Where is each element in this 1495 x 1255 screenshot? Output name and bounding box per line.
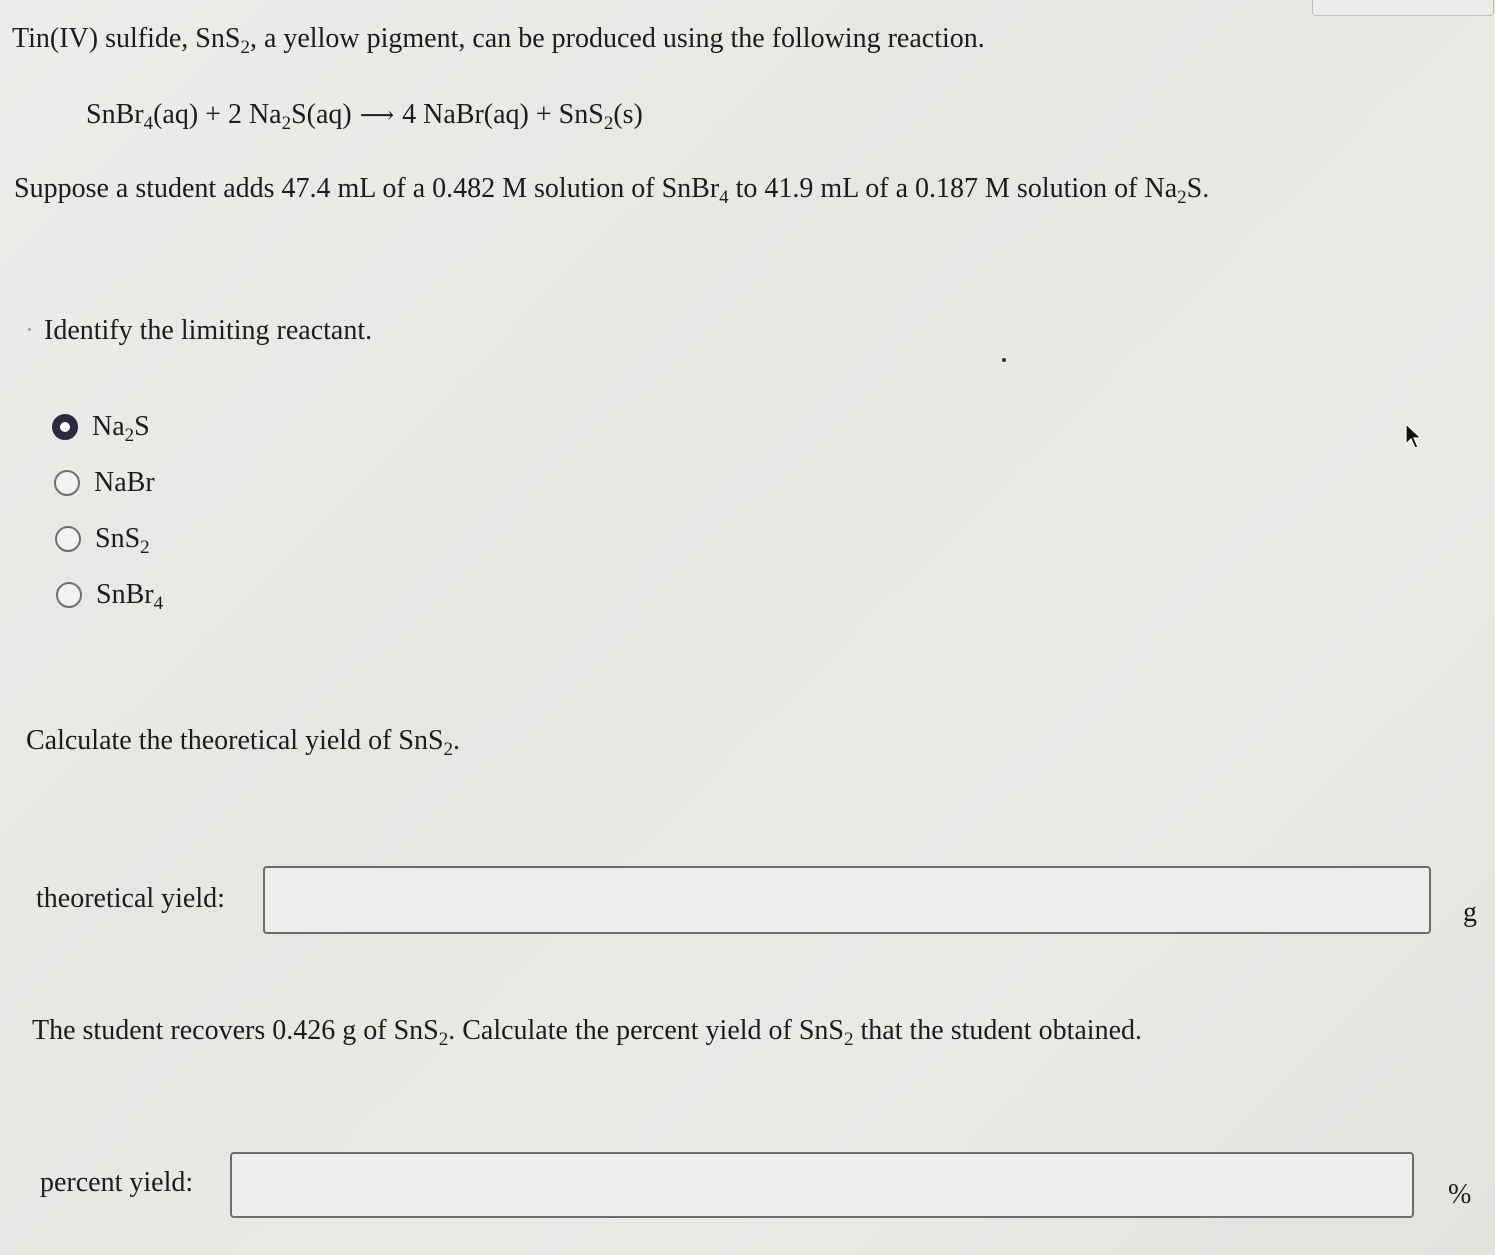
unit-percent: %	[1448, 1179, 1472, 1210]
option-nabr[interactable]	[54, 466, 155, 500]
reaction-arrow-icon: ⟶	[359, 103, 395, 129]
radio-icon[interactable]	[54, 470, 80, 496]
unit-grams: g	[1463, 897, 1477, 928]
option-label: SnBr$_4$	[96, 579, 164, 614]
problem-statement: Suppose a student adds 47.4 mL of a 0.482 M solution of SnBr$_4$ to 41.9 mL of a 0.187 M solution of $Na_2S$.	[14, 173, 1210, 208]
intro-text: Tin(IV) sulfide, SnS$_2$, a yellow pigment, can be produced using the following reaction.	[12, 23, 985, 58]
option-sns2[interactable]	[55, 522, 150, 556]
radio-icon[interactable]	[56, 582, 82, 608]
top-tab[interactable]	[1312, 0, 1494, 16]
percent-yield-input[interactable]	[230, 1152, 1414, 1218]
bullet-dot	[28, 328, 31, 331]
question-limiting-reactant: Identify the limiting reactant.	[44, 315, 373, 346]
question-percent-yield: The student recovers 0.426 g of SnS$_2$. Calculate the percent yield of SnS$_2$ that the student obtained.	[32, 1015, 1142, 1050]
mouse-cursor-icon	[1404, 422, 1422, 450]
option-na2s[interactable]	[52, 410, 150, 444]
reaction-equation: SnBr$_4$(aq) + 2 $Na_2S(aq)$ ⟶ 4 NaBr(aq) + SnS$_2$(s)	[86, 99, 643, 134]
screen-speck	[1002, 358, 1006, 362]
radio-icon[interactable]	[55, 526, 81, 552]
option-snbr4[interactable]	[56, 578, 163, 612]
theoretical-yield-input[interactable]	[263, 866, 1431, 934]
question-theoretical-yield: Calculate the theoretical yield of SnS$_2$.	[26, 725, 461, 760]
option-label: $Na_2S$	[92, 411, 150, 446]
theoretical-yield-label: theoretical yield:	[36, 883, 225, 914]
percent-yield-label: percent yield:	[40, 1167, 194, 1198]
option-label: SnS$_2$	[95, 523, 150, 558]
option-label: NaBr	[94, 467, 155, 498]
radio-selected-icon[interactable]	[52, 414, 78, 440]
